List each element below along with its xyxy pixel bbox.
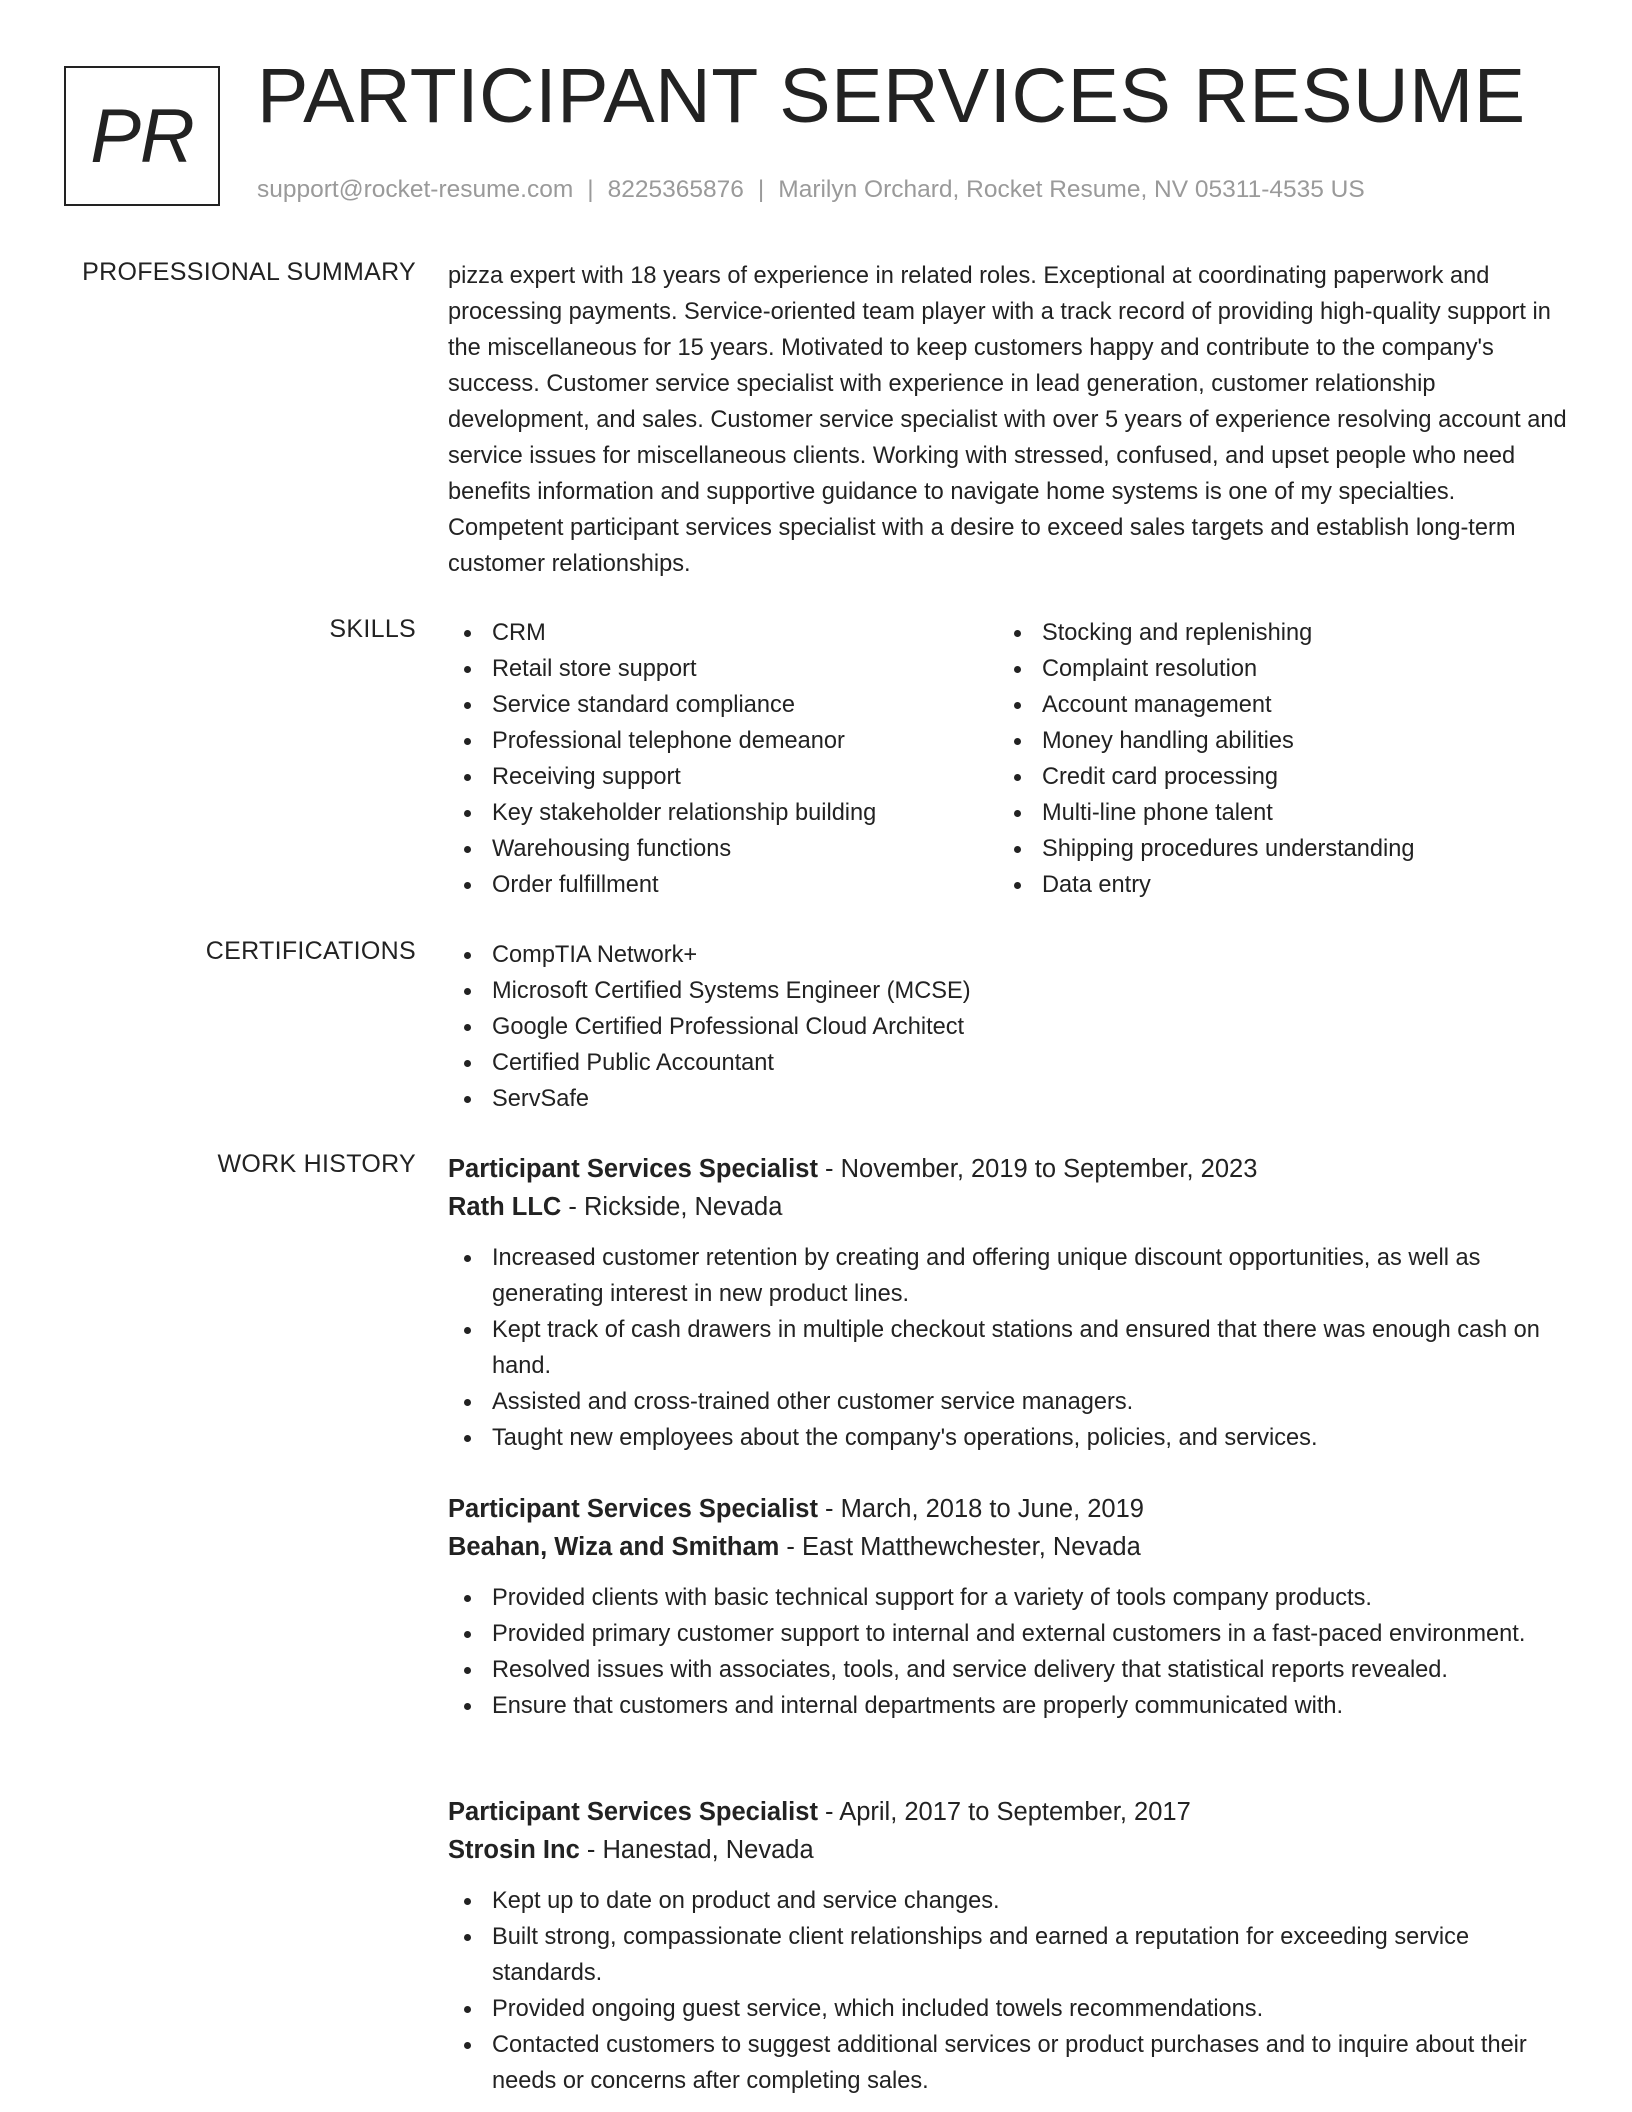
skill-item: Shipping procedures understanding	[998, 831, 1548, 867]
skills-list-left	[448, 615, 998, 903]
job-location: - Rickside, Nevada	[561, 1193, 783, 1221]
skill-item: Data entry	[998, 867, 1548, 903]
job-bullet: Assisted and cross-trained other customer service managers.	[448, 1384, 1568, 1420]
job-bullet: Kept up to date on product and service changes.	[448, 1883, 1568, 1919]
contact-separator: |	[587, 176, 594, 203]
job-entry	[448, 1793, 1568, 2099]
contact-email[interactable]: support@rocket-resume.com	[257, 176, 574, 203]
job-bullet: Provided primary customer support to internal and external customers in a fast-paced environment.	[448, 1616, 1568, 1652]
skills-list-right	[998, 615, 1548, 903]
job-bullet: Resolved issues with associates, tools, and service delivery that statistical reports revealed.	[448, 1652, 1568, 1688]
job-dates: - April, 2017 to September, 2017	[817, 1798, 1191, 1826]
job-location: - East Matthewchester, Nevada	[779, 1533, 1141, 1561]
skill-item: Complaint resolution	[998, 651, 1548, 687]
certification-item: Certified Public Accountant	[448, 1045, 1568, 1081]
job-location: - Hanestad, Nevada	[579, 1836, 814, 1864]
summary-text: pizza expert with 18 years of experience in related roles. Exceptional at coordinating paperwork and processing payments. Service-oriented team player with a track record of providing high-quality support in the miscellaneous for 15 years. Motivated to keep customers happy and contribute to the company's success. Customer service specialist with experience in lead generation, customer relationship development, and sales. Customer service specialist with over 5 years of experience resolving account and service issues for miscellaneous clients. Working with stressed, confused, and upset people who need benefits information and supportive guidance to navigate home systems is one of my specialties. Competent participant services specialist with a desire to exceed sales targets and establish long-term customer relationships.	[448, 263, 1567, 577]
monogram-text: PR	[90, 93, 194, 179]
job-bullet: Increased customer retention by creating and offering unique discount opportunities, as well as generating interest in new product lines.	[448, 1240, 1568, 1312]
skill-item: Multi-line phone talent	[998, 795, 1548, 831]
job-entry	[448, 1150, 1568, 1456]
job-company: Rath LLC	[448, 1193, 562, 1221]
certifications-list	[448, 937, 1568, 1117]
job-bullets	[448, 1580, 1568, 1724]
job-bullet: Taught new employees about the company's operations, policies, and services.	[448, 1420, 1568, 1456]
job-dates: - November, 2019 to September, 2023	[817, 1155, 1258, 1183]
skill-item: Money handling abilities	[998, 723, 1548, 759]
skill-item: Order fulfillment	[448, 867, 998, 903]
certification-item: ServSafe	[448, 1081, 1568, 1117]
skill-item: Stocking and replenishing	[998, 615, 1548, 651]
job-company-line	[448, 1528, 1568, 1566]
skill-item: Professional telephone demeanor	[448, 723, 998, 759]
job-title: Participant Services Specialist	[448, 1495, 818, 1523]
certification-item: Google Certified Professional Cloud Architect	[448, 1009, 1568, 1045]
job-company-line	[448, 1831, 1568, 1869]
job-company: Beahan, Wiza and Smitham	[448, 1533, 780, 1561]
skill-item: CRM	[448, 615, 998, 651]
job-title-line	[448, 1150, 1568, 1188]
section-label-work-history: WORK HISTORY	[217, 1150, 416, 1178]
skill-item: Warehousing functions	[448, 831, 998, 867]
section-label-summary: PROFESSIONAL SUMMARY	[82, 258, 416, 286]
job-bullet: Ensure that customers and internal departments are properly communicated with.	[448, 1688, 1568, 1724]
skill-item: Receiving support	[448, 759, 998, 795]
section-label-skills: SKILLS	[329, 615, 416, 643]
certification-item: Microsoft Certified Systems Engineer (MCSE)	[448, 973, 1568, 1009]
job-company: Strosin Inc	[448, 1836, 580, 1864]
contact-line	[257, 176, 1365, 204]
skill-item: Key stakeholder relationship building	[448, 795, 998, 831]
skill-item: Account management	[998, 687, 1548, 723]
job-title: Participant Services Specialist	[448, 1798, 818, 1826]
job-title: Participant Services Specialist	[448, 1155, 818, 1183]
job-bullet: Provided ongoing guest service, which included towels recommendations.	[448, 1991, 1568, 2027]
job-bullet: Kept track of cash drawers in multiple checkout stations and ensured that there was enough cash on hand.	[448, 1312, 1568, 1384]
job-bullet: Provided clients with basic technical support for a variety of tools company products.	[448, 1580, 1568, 1616]
contact-separator: |	[757, 176, 765, 203]
skill-item: Credit card processing	[998, 759, 1548, 795]
section-label-certifications: CERTIFICATIONS	[205, 937, 416, 965]
job-company-line	[448, 1188, 1568, 1226]
certifications-body	[448, 937, 1568, 1117]
skill-item: Service standard compliance	[448, 687, 998, 723]
monogram-badge	[64, 66, 220, 206]
job-title-line	[448, 1793, 1568, 1831]
skill-item: Retail store support	[448, 651, 998, 687]
contact-address: Marilyn Orchard, Rocket Resume, NV 05311-4535 US	[778, 176, 1365, 203]
job-entry	[448, 1490, 1568, 1724]
skills-body	[448, 615, 1568, 903]
contact-phone[interactable]: 8225365876	[607, 176, 744, 203]
job-bullet: Built strong, compassionate client relationships and earned a reputation for exceeding service standards.	[448, 1919, 1568, 1991]
job-dates: - March, 2018 to June, 2019	[817, 1495, 1144, 1523]
page-title: PARTICIPANT SERVICES RESUME	[257, 53, 1526, 139]
job-bullet: Contacted customers to suggest additional services or product purchases and to inquire about their needs or concerns after completing sales.	[448, 2027, 1568, 2099]
job-bullets	[448, 1883, 1568, 2099]
certification-item: CompTIA Network+	[448, 937, 1568, 973]
job-bullets	[448, 1240, 1568, 1456]
job-title-line	[448, 1490, 1568, 1528]
